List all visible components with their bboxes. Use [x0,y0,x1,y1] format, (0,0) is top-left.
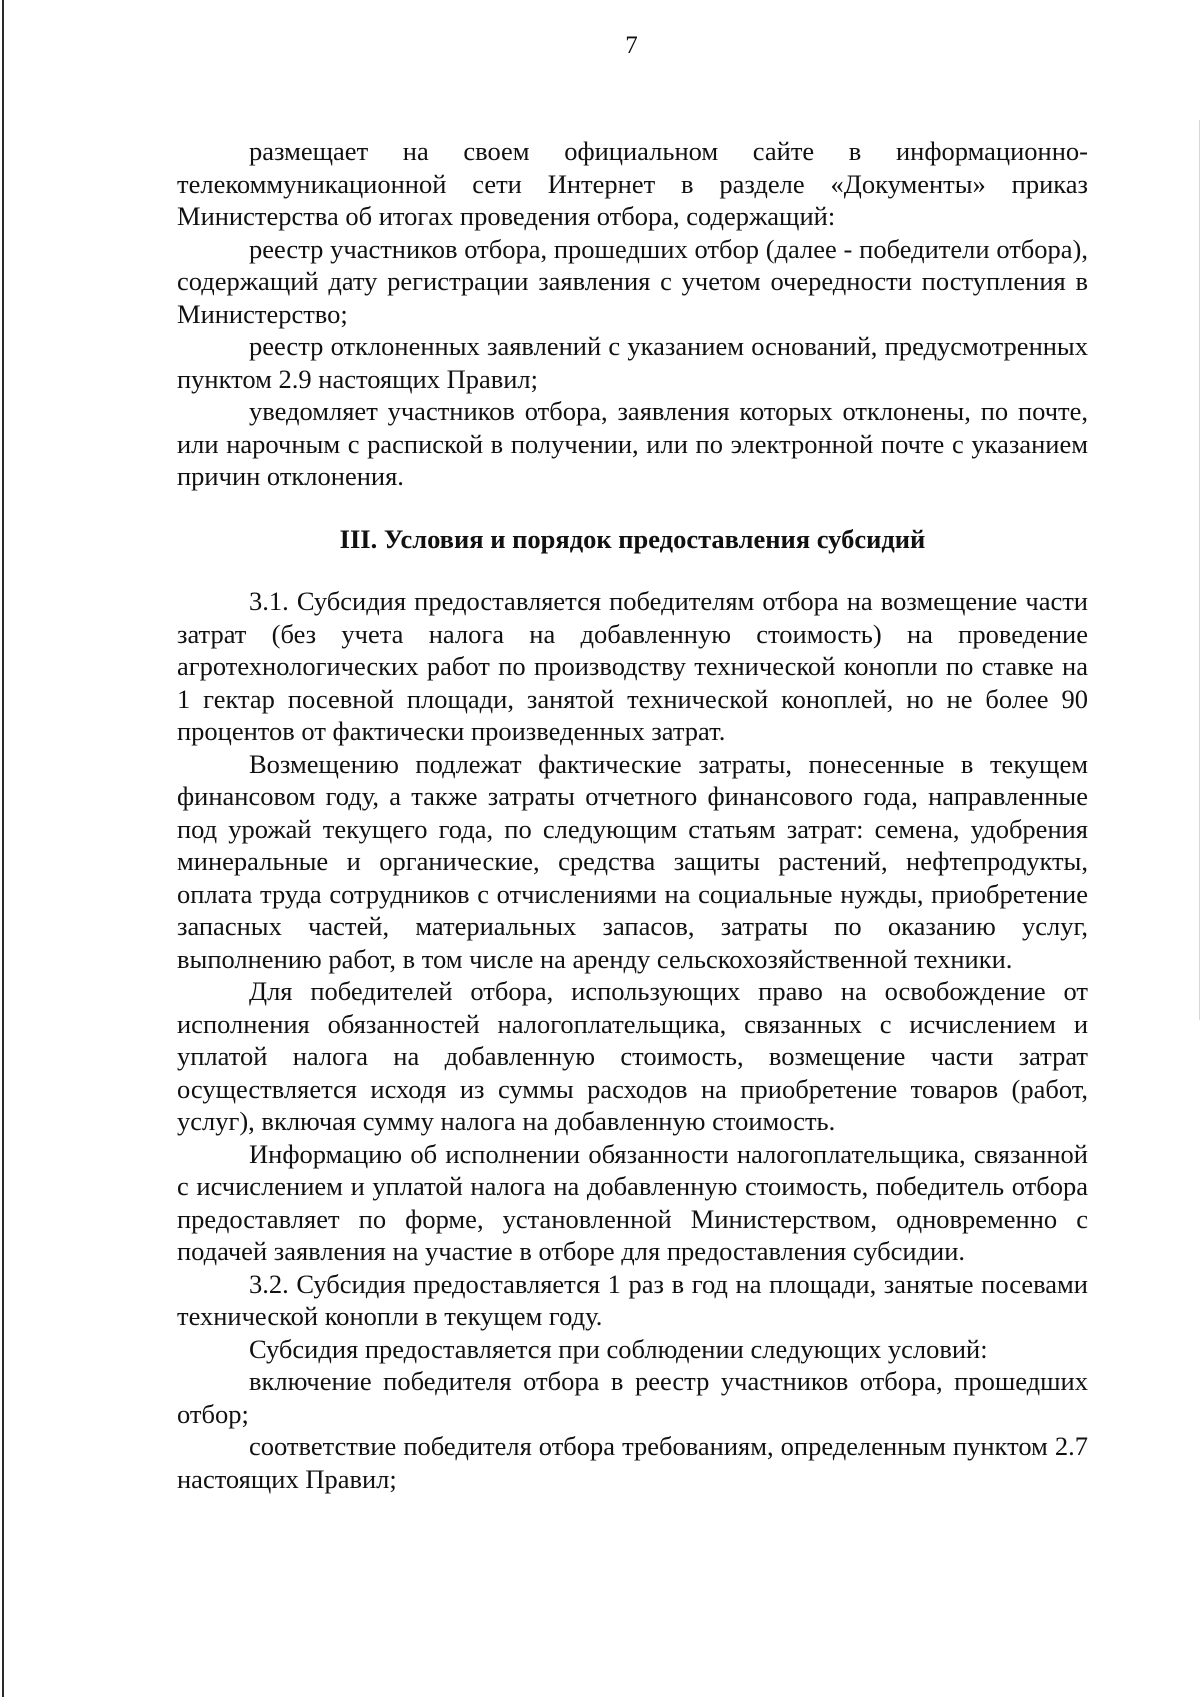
paragraph: Информацию об исполнении обязанности налогоплательщика, связанной с исчислением и уплатой налога на добавленную стоимость, победитель отбора предоставляет по форме, установленной Министерством, одновременно с подачей заявления на участие в отборе для предоставления субсидии. [177,1138,1088,1266]
document-body [177,135,1088,1495]
paragraph: Субсидия предоставляется при соблюдении следующих условий: [249,1333,988,1364]
page-number: 7 [625,32,638,59]
paragraph: реестр отклоненных заявлений с указанием оснований, предусмотренных пунктом 2.9 настоящих Правил; [177,331,1088,394]
paragraph: Возмещению подлежат фактические затраты, понесенные в текущем финансовом году, а также затраты отчетного финансового года, направленные под урожай текущего года, по следующим статьям затрат: семена, удобрения минеральные и органические, средства защиты растений, нефтепродукты, оплата труда сотрудников с отчислениями на социальные нужды, приобретение запасных частей, материальных запасов, затраты по оказанию услуг, выполнению работ, в том числе на аренду сельскохозяйственной техники. [177,748,1088,974]
paragraph: включение победителя отбора в реестр участников отбора, прошедших отбор; [177,1366,1088,1429]
paragraph: Для победителей отбора, использующих право на освобождение от исполнения обязанностей налогоплательщика, связанных с исчислением и уплатой налога на добавленную стоимость, возмещение части затрат осуществляется исходя из суммы расходов на приобретение товаров (работ, услуг), включая сумму налога на добавленную стоимость. [177,976,1088,1136]
paragraph: реестр участников отбора, прошедших отбор (далее - победители отбора), содержащий дату регистрации заявления с учетом очередности поступления в Министерство; [177,233,1088,329]
paragraph: размещает на своем официальном сайте в информационно-телекоммуникационной сети Интернет в разделе «Документы» приказ Министерства об итогах проведения отбора, содержащий: [177,136,1088,231]
scan-edge-left [2,0,4,1697]
paragraph: 3.1. Субсидия предоставляется победителям отбора на возмещение части затрат (без учета налога на добавленную стоимость) на проведение агротехнологических работ по производству технической конопли по ставке на 1 гектар посевной площади, занятой технической коноплей, но не более 90 процентов от фактически произведенных затрат. [177,586,1088,746]
section-heading: III. Условия и порядок предоставления субсидий [339,523,926,554]
paragraph: уведомляет участников отбора, заявления которых отклонены, по почте, или нарочным с распиской в получении, или по электронной почте с указанием причин отклонения. [177,396,1088,491]
paragraph: 3.2. Субсидия предоставляется 1 раз в год на площади, занятые посевами технической конопли в текущем году. [177,1268,1088,1331]
paragraph: соответствие победителя отбора требованиям, определенным пунктом 2.7 настоящих Правил; [177,1431,1088,1494]
